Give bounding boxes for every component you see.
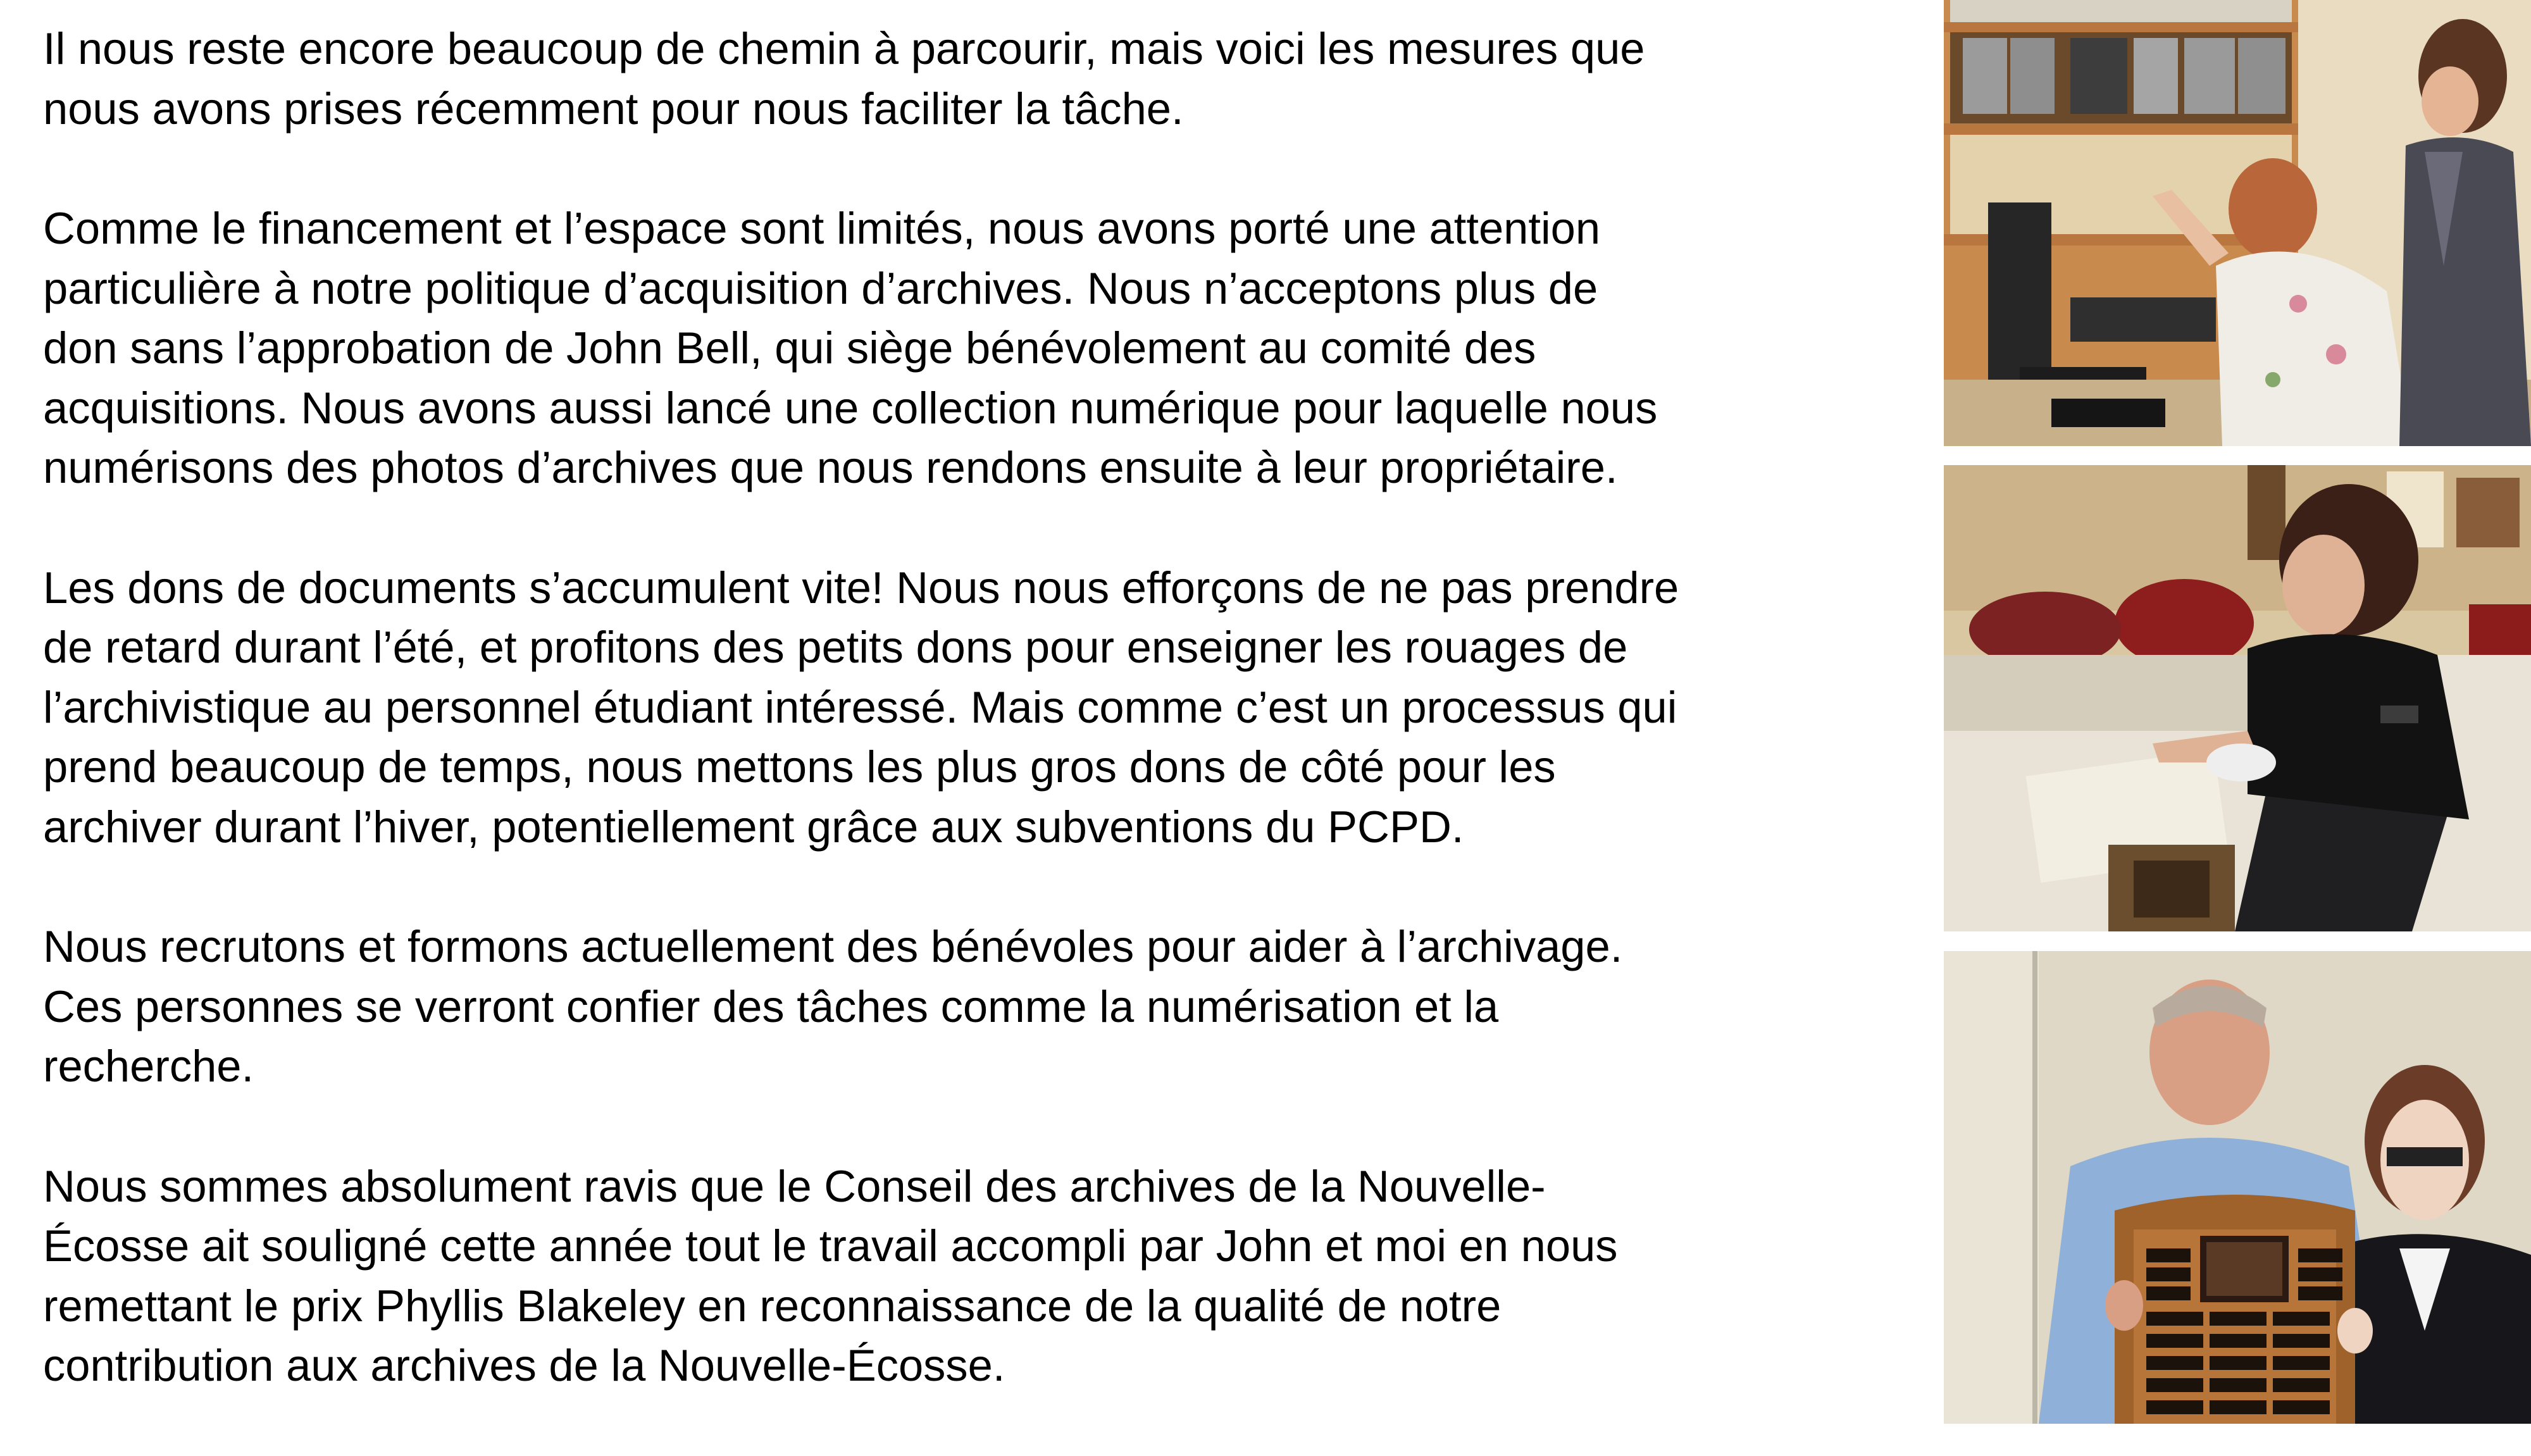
photo-archive-scanning-image [1944,0,2531,446]
paragraph-intro: Il nous reste encore beaucoup de chemin à parcourir, mais voici les mesures que nous avons prises récemment pour nous faciliter la tâche. [43,23,1645,134]
paragraph-volunteers: Nous recrutons et formons actuellement des bénévoles pour aider à l’archivage. Ces personnes se verront confier des tâches comme la numérisation et la recherche. [43,921,1623,1091]
photo-award-presentation [1944,951,2531,1424]
paragraph-acquisition-policy: Comme le financement et l’espace sont limités, nous avons porté une attention particulière à notre politique d’acquisition d’archives. Nous n’acceptons plus de don sans l’approbation de John Bell, qui siège bénévolement au comité des acquisitions. Nous avons aussi lancé une collection numérique pour laquelle nous numérisons des photos d’archives que nous rendons ensuite à leur propriétaire. [43,203,1658,492]
photo-archive-scanning [1944,0,2531,446]
paragraph-donations: Les dons de documents s’accumulent vite! Nous nous efforçons de ne pas prendre de retard durant l’été, et profitons des petits dons pour enseigner les rouages de l’archivistique au personnel étudiant intéressé. Mais comme c’est un processus qui prend beaucoup de temps, nous mettons les plus gros dons de côté pour les archiver durant l’hiver, potentiellement grâce aux subventions du PCPD. [43,562,1679,852]
paragraph-award: Nous sommes absolument ravis que le Conseil des archives de la Nouvelle- Écosse ait souligné cette année tout le travail accompli par John et moi en nous remettant le prix Phyllis Blakeley en reconnaissance de la qualité de notre contribution aux archives de la Nouvelle-Écosse. [43,1160,1618,1390]
text-column [43,19,1916,1456]
photo-student-writing-image [1944,465,2531,931]
photo-award-presentation-image [1944,951,2531,1424]
photo-student-writing [1944,465,2531,931]
